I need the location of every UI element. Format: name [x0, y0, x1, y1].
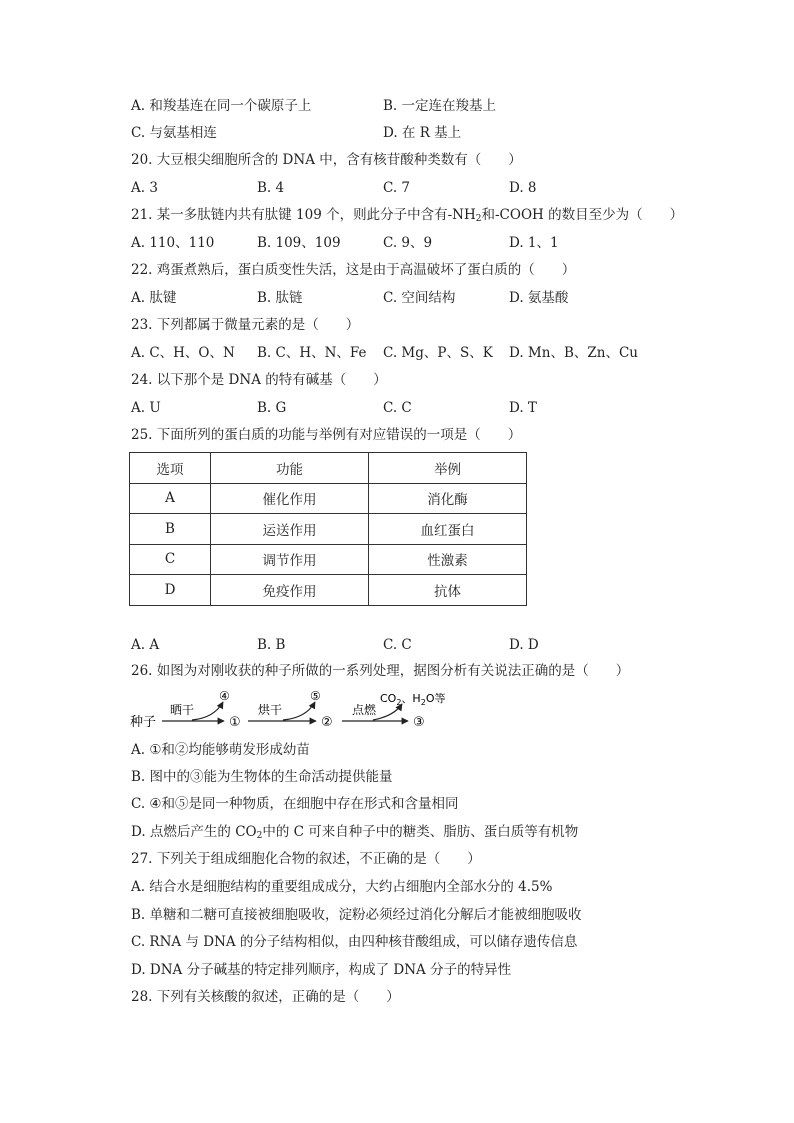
table-cell: 免疫作用 — [211, 575, 369, 606]
q19-option-b: B. 一定连在羧基上 — [383, 98, 497, 114]
diagram-step1-label: 晒干 — [170, 703, 195, 717]
table-cell: A — [130, 483, 211, 514]
table-header-row — [130, 453, 527, 484]
table-cell: C — [130, 544, 211, 575]
table-cell: 调节作用 — [211, 544, 369, 575]
q25-table — [129, 452, 527, 606]
q27-option-d: D. DNA 分子碱基的特定排列顺序，构成了 DNA 分子的特异性 — [131, 962, 512, 978]
q25-option-d: D. D — [509, 637, 539, 653]
diagram-step3-label: 点燃 — [352, 703, 377, 717]
q24-option-d: D. T — [509, 400, 537, 416]
diagram-branch-arrow-2 — [283, 702, 315, 720]
table-cell: 运送作用 — [211, 514, 369, 545]
q19-option-a: A. 和羧基连在同一个碳原子上 — [131, 98, 312, 114]
diagram-product-3: ③ — [413, 715, 425, 730]
q25-option-b: B. B — [257, 637, 286, 653]
table-cell: 消化酶 — [369, 483, 527, 514]
q23-option-b: B. C、H、N、Fe — [257, 345, 367, 361]
q20-option-d: D. 8 — [509, 180, 537, 196]
q20-option-c: C. 7 — [383, 180, 411, 196]
table-header-cell: 功能 — [211, 453, 369, 484]
q25-stem: 25. 下面所列的蛋白质的功能与举例有对应错误的一项是（ ） — [131, 427, 522, 443]
q22-option-d: D. 氨基酸 — [509, 290, 569, 306]
q23-option-a: A. C、H、O、N — [131, 345, 235, 361]
table-row — [130, 483, 527, 514]
q22-option-a: A. 肽键 — [131, 290, 177, 306]
diagram-product-1: ① — [229, 715, 241, 730]
diagram-branch-arrow-1 — [192, 702, 223, 720]
q26-option-a: A. ①和②均能够萌发形成幼苗 — [131, 742, 310, 758]
q21-option-a: A. 110、110 — [131, 235, 215, 251]
q21-option-c: C. 9、9 — [383, 235, 433, 251]
table-row — [130, 575, 527, 606]
q20-stem: 20. 大豆根尖细胞所含的 DNA 中，含有核苷酸种类数有（ ） — [131, 152, 522, 168]
q19-option-c: C. 与氨基相连 — [131, 125, 217, 141]
table-cell: 性激素 — [369, 544, 527, 575]
q26-option-d: D. 点燃后产生的 $CO_2$中的 C 可来自种子中的糖类、脂肪、蛋白质等有机物 — [131, 824, 579, 841]
q19-option-d: D. 在 R 基上 — [383, 125, 462, 141]
q21-option-b: B. 109、109 — [257, 235, 341, 251]
table-row — [130, 514, 527, 545]
q24-option-c: C. C — [383, 400, 412, 416]
seed-process-diagram — [128, 688, 468, 732]
q21-option-d: D. 1、1 — [509, 235, 559, 251]
table-cell: 抗体 — [369, 575, 527, 606]
q23-option-c: C. Mg、P、S、K — [383, 345, 493, 361]
q20-option-a: A. 3 — [131, 180, 158, 196]
diagram-product-2: ② — [321, 715, 333, 730]
q27-option-b: B. 单糖和二糖可直接被细胞吸收，淀粉必须经过消化分解后才能被细胞吸收 — [131, 907, 582, 923]
q22-option-b: B. 肽链 — [257, 290, 303, 306]
table-cell: B — [130, 514, 211, 545]
diagram-step2-label: 烘干 — [258, 703, 283, 717]
q22-option-c: C. 空间结构 — [383, 290, 456, 306]
diagram-product-5: ⑤ — [310, 689, 321, 703]
q24-option-b: B. G — [257, 400, 287, 416]
q26-option-c: C. ④和⑤是同一种物质，在细胞中存在形式和含量相同 — [131, 796, 459, 812]
diagram-product-4: ④ — [219, 689, 230, 703]
table-cell: 催化作用 — [211, 483, 369, 514]
q24-option-a: A. U — [131, 400, 161, 416]
q27-option-a: A. 结合水是细胞结构的重要组成成分，大约占细胞内全部水分的 4.5% — [131, 879, 553, 895]
q23-stem: 23. 下列都属于微量元素的是（ ） — [131, 317, 360, 333]
table-header-cell: 举例 — [369, 453, 527, 484]
diagram-seed-label: 种子 — [130, 715, 157, 730]
q28-stem: 28. 下列有关核酸的叙述，正确的是（ ） — [131, 989, 400, 1005]
table-cell: 血红蛋白 — [369, 514, 527, 545]
q27-option-c: C. RNA 与 DNA 的分子结构相似，由四种核苷酸组成，可以储存遗传信息 — [131, 934, 578, 950]
q22-stem: 22. 鸡蛋煮熟后，蛋白质变性失活，这是由于高温破坏了蛋白质的（ ） — [131, 262, 576, 278]
table-header-cell: 选项 — [130, 453, 211, 484]
q26-option-b: B. 图中的③能为生物体的生命活动提供能量 — [131, 769, 393, 785]
q27-stem: 27. 下列关于组成细胞化合物的叙述，不正确的是（ ） — [131, 851, 481, 867]
q25-option-a: A. A — [131, 637, 160, 653]
q21-stem: 21. 某一多肽链内共有肽键 109 个，则此分子中含有$-NH_2$和-COOH 的数目至少为（ ） — [131, 207, 684, 224]
table-row — [130, 544, 527, 575]
q24-stem: 24. 以下那个是 DNA 的特有碱基（ ） — [131, 372, 387, 388]
q20-option-b: B. 4 — [257, 180, 285, 196]
q23-option-d: D. Mn、B、Zn、Cu — [509, 345, 638, 361]
q25-option-c: C. C — [383, 637, 412, 653]
diagram-products-gas: $CO_2$、$H_2O$等 — [380, 692, 446, 707]
q26-stem: 26. 如图为对刚收获的种子所做的一系列处理，据图分析有关说法正确的是（ ） — [131, 663, 630, 679]
table-cell: D — [130, 575, 211, 606]
